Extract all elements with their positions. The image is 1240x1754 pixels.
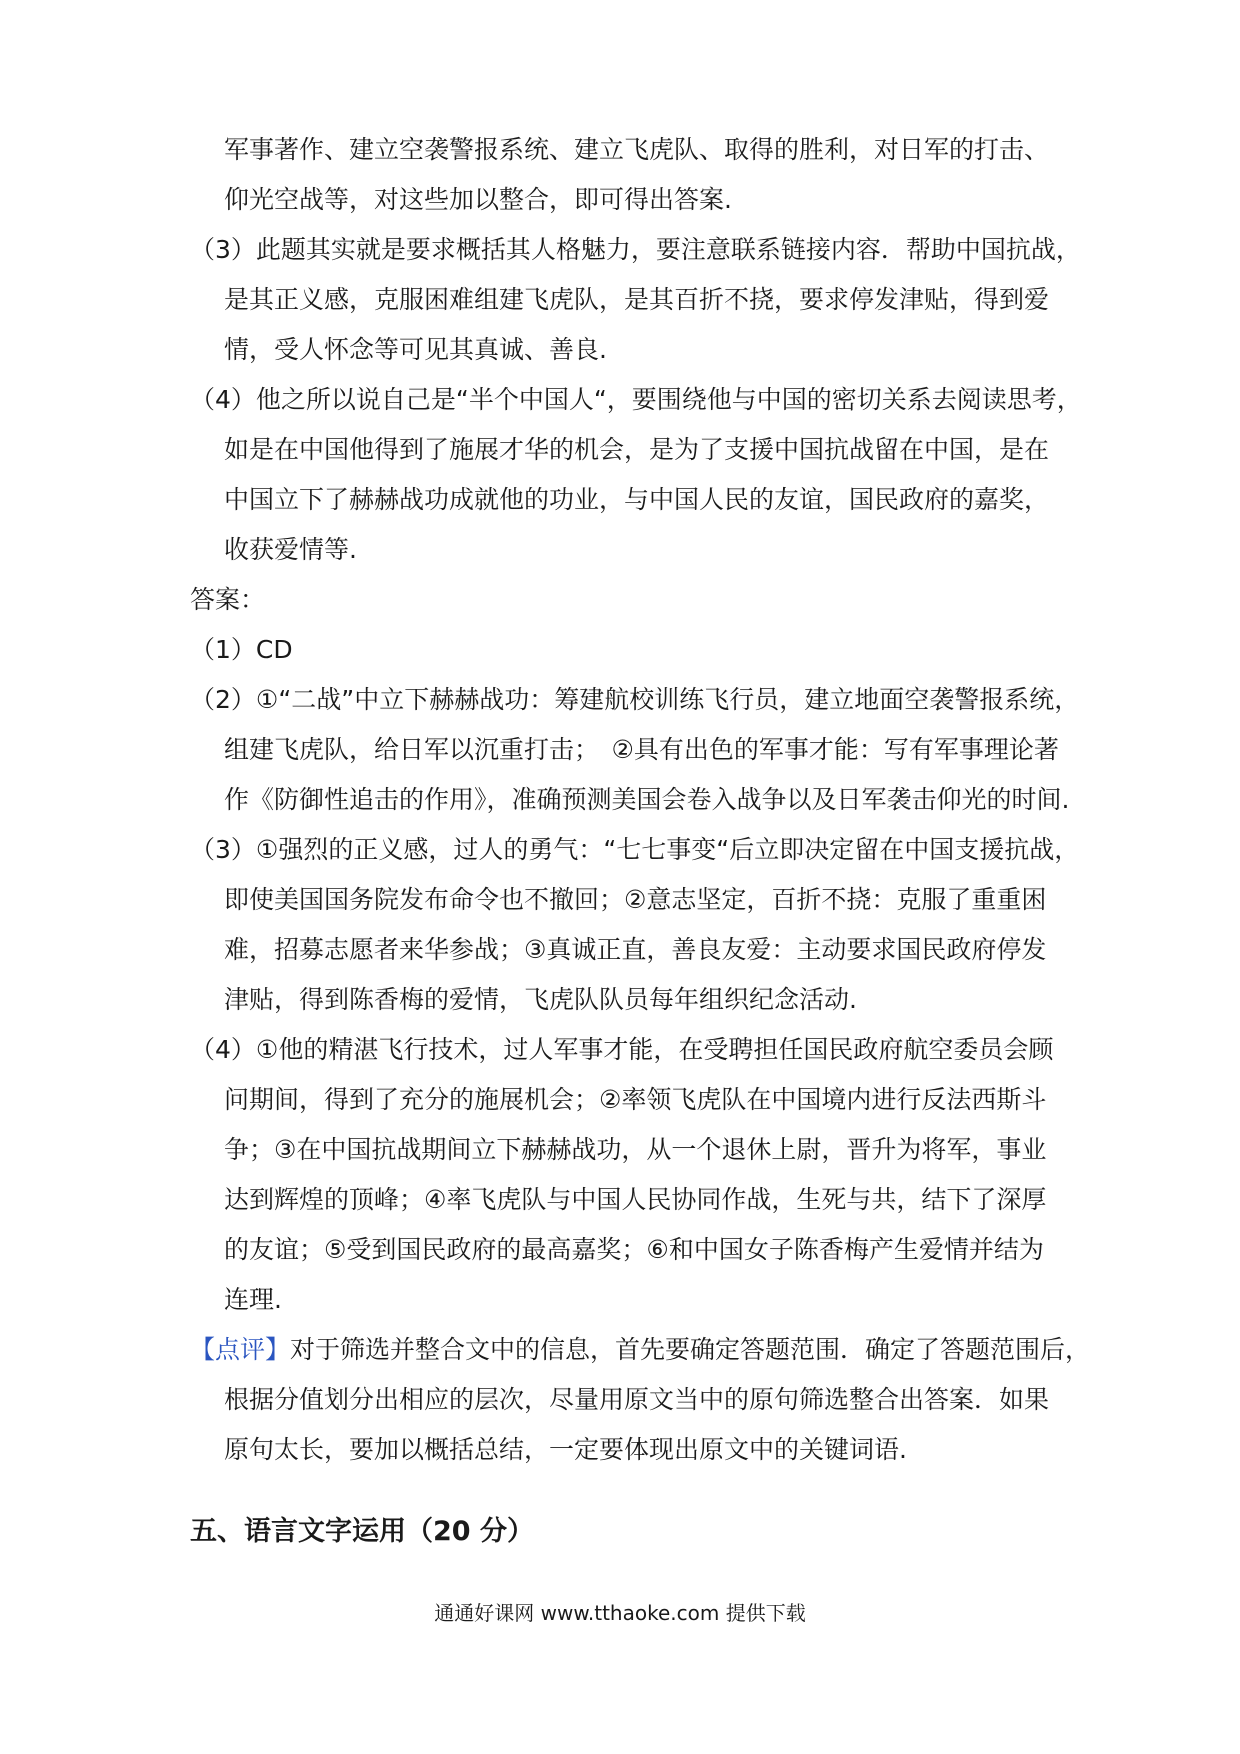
text-line: 军事著作、建立空袭警报系统、建立飞虎队、取得的胜利，对日军的打击、 bbox=[224, 135, 1050, 164]
page-footer: 通通好课网 www.tthaoke.com 提供下载 bbox=[434, 1601, 806, 1625]
analysis-q2-continuation bbox=[224, 125, 1049, 225]
text-line: 如是在中国他得到了施展才华的机会，是为了支援中国抗战留在中国，是在 bbox=[224, 435, 1050, 464]
text-line: 中国立下了赫赫战功成就他的功业，与中国人民的友谊，国民政府的嘉奖， bbox=[224, 485, 1050, 514]
comment-first-line bbox=[190, 1325, 1090, 1375]
text-line: 难，招募志愿者来华参战；③真诚正直，善良友爱：主动要求国民政府停发 bbox=[224, 935, 1047, 964]
text-line: （1）CD bbox=[190, 635, 293, 664]
answer-heading bbox=[190, 575, 265, 625]
text-line: 问期间，得到了充分的施展机会；②率领飞虎队在中国境内进行反法西斯斗 bbox=[224, 1085, 1047, 1114]
text-line: 根据分值划分出相应的层次，尽量用原文当中的原句筛选整合出答案．如果 bbox=[224, 1385, 1050, 1414]
analysis-q4 bbox=[190, 375, 1082, 575]
text-line: 是其正义感，克服困难组建飞虎队，是其百折不挠，要求停发津贴，得到爱 bbox=[224, 285, 1050, 314]
answer-q3 bbox=[190, 825, 1079, 1025]
text-line: 争；③在中国抗战期间立下赫赫战功，从一个退休上尉，晋升为将军，事业 bbox=[224, 1135, 1047, 1164]
text-line: （2）①“二战”中立下赫赫战功：筹建航校训练飞行员，建立地面空袭警报系统， bbox=[190, 685, 1080, 714]
text-line: 情，受人怀念等可见其真诚、善良. bbox=[224, 335, 607, 364]
text-line: 连理. bbox=[224, 1285, 282, 1314]
text-line: （4）他之所以说自己是“半个中国人“，要围绕他与中国的密切关系去阅读思考， bbox=[190, 385, 1082, 414]
section-title: 五、语言文字运用（20 分） bbox=[190, 1516, 534, 1547]
text-line: 组建飞虎队，给日军以沉重打击； ②具有出色的军事才能：写有军事理论著 bbox=[224, 735, 1059, 764]
answer-label: 答案： bbox=[190, 585, 266, 614]
analysis-q3 bbox=[190, 225, 1081, 375]
text-line: 津贴，得到陈香梅的爱情，飞虎队队员每年组织纪念活动. bbox=[224, 985, 857, 1014]
answer-q1 bbox=[190, 625, 293, 675]
text-line: 仰光空战等，对这些加以整合，即可得出答案. bbox=[224, 185, 732, 214]
text-line: （3）①强烈的正义感，过人的勇气：“七七事变“后立即决定留在中国支援抗战， bbox=[190, 835, 1080, 864]
answer-q4 bbox=[190, 1025, 1053, 1325]
text-line: 的友谊；⑤受到国民政府的最高嘉奖；⑥和中国女子陈香梅产生爱情并结为 bbox=[224, 1235, 1044, 1264]
text-line: （3）此题其实就是要求概括其人格魅力，要注意联系链接内容．帮助中国抗战， bbox=[190, 235, 1081, 264]
text-line: 达到辉煌的顶峰；④率飞虎队与中国人民协同作战，生死与共，结下了深厚 bbox=[224, 1185, 1047, 1214]
text-line: 作《防御性追击的作用》，准确预测美国会卷入战争以及日军袭击仰光的时间. bbox=[224, 785, 1070, 814]
comment-label: 【点评】 bbox=[190, 1335, 291, 1364]
text-line: 即使美国国务院发布命令也不撤回；②意志坚定，百折不挠：克服了重重困 bbox=[224, 885, 1047, 914]
comment-text: 对于筛选并整合文中的信息，首先要确定答题范围．确定了答题范围后， bbox=[290, 1335, 1091, 1364]
answer-q2 bbox=[190, 675, 1079, 825]
text-line: 原句太长，要加以概括总结，一定要体现出原文中的关键词语. bbox=[224, 1435, 907, 1464]
text-line: （4）①他的精湛飞行技术，过人军事才能，在受聘担任国民政府航空委员会顾 bbox=[190, 1035, 1054, 1064]
text-line: 收获爱情等. bbox=[224, 535, 357, 564]
comment-block bbox=[190, 1325, 1090, 1475]
